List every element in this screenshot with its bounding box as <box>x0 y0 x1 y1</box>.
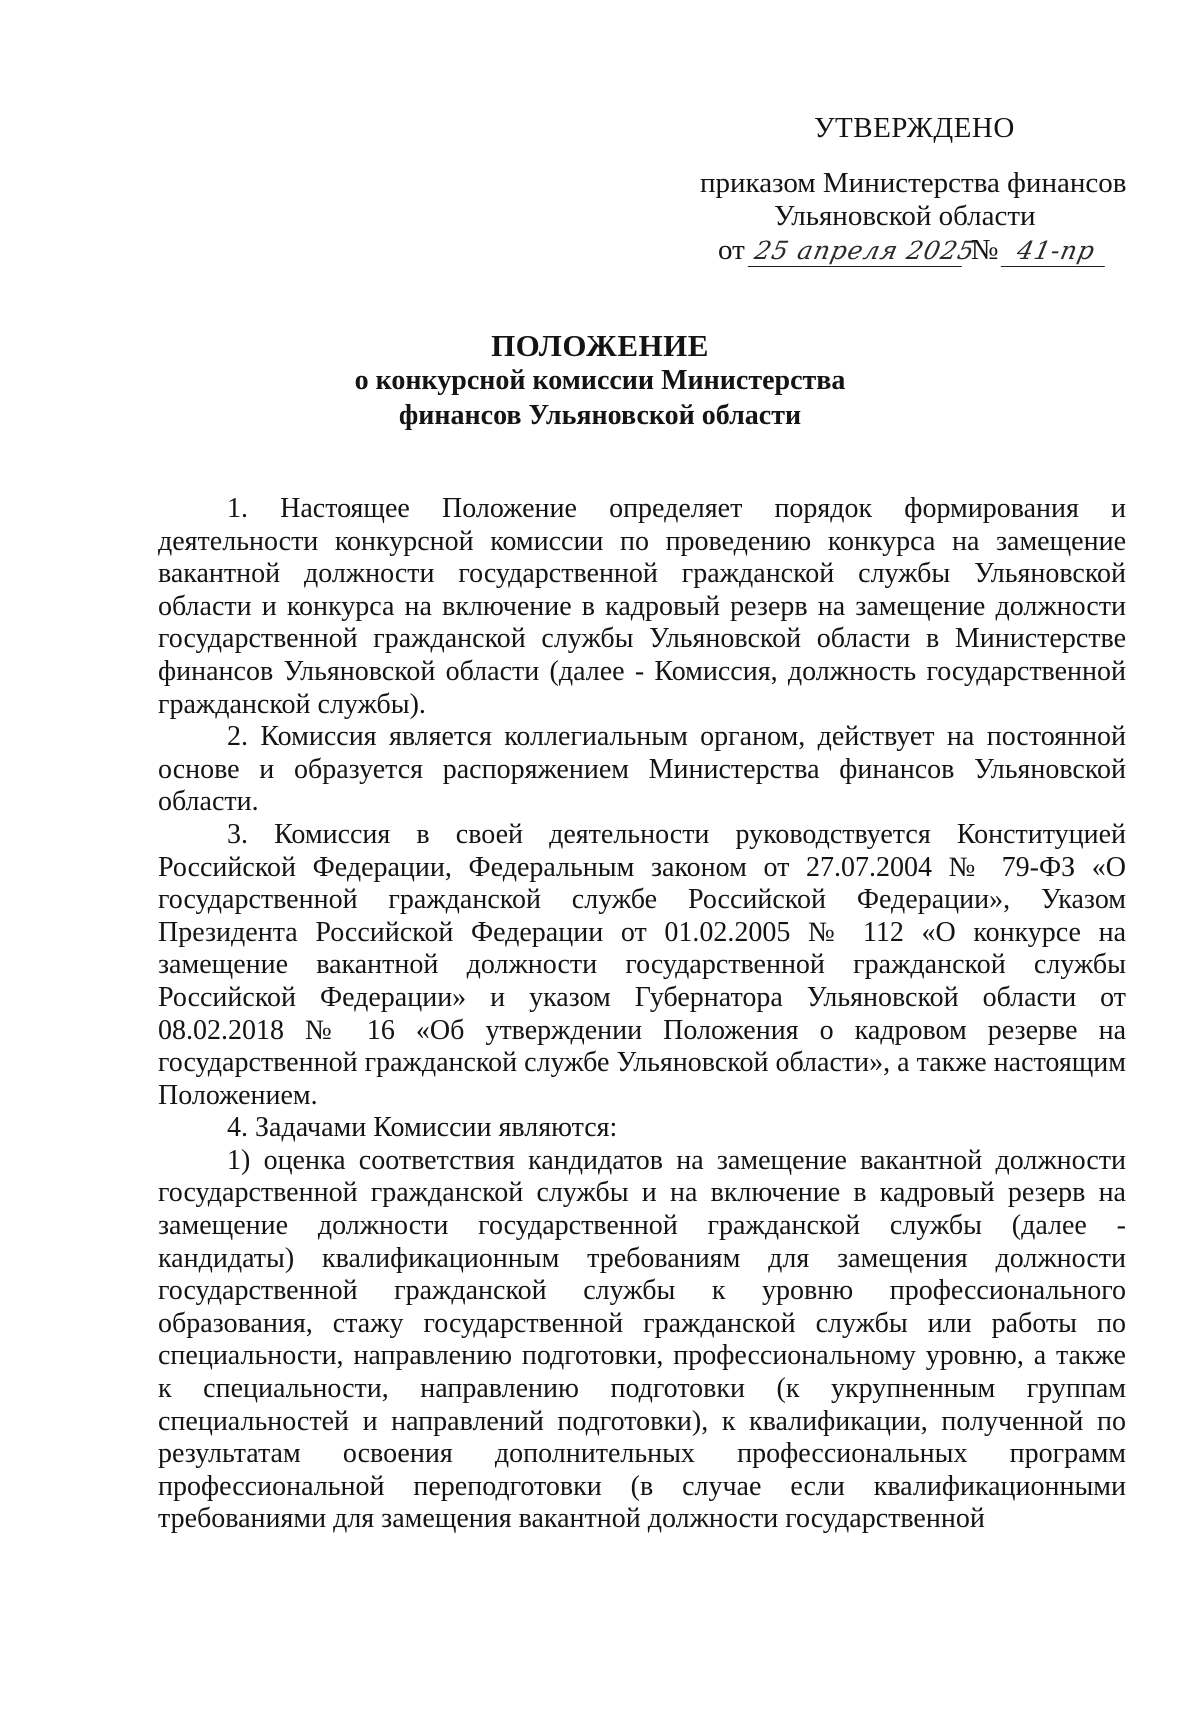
approval-date-row <box>712 234 1108 267</box>
paragraph-4: 4. Задачами Комиссии являются: <box>227 1112 618 1144</box>
approved-title: УТВЕРЖДЕНО <box>814 112 1015 144</box>
document-subtitle-line-1: о конкурсной комиссии Министерства <box>354 365 846 396</box>
document-title: ПОЛОЖЕНИЕ <box>491 328 709 363</box>
approval-order-line-2: Ульяновской области <box>774 200 1036 232</box>
paragraph-2: 2. Комиссия является коллегиальным органом, действует на постоянной основе и образуется распоряжением Министерства финансов Ульяновской области. <box>158 721 1126 818</box>
paragraph-5: 1) оценка соответствия кандидатов на замещение вакантной должности государственной гражданской службы и на включение в кадровый резерв на замещение должности государственной гражданской службы (далее - кандидаты) квалификационным требованиям для замещения должности государственной гражданской службы к уровню профессионального образования, стажу государственной гражданской службы или работы по специальности, направлению подготовки, профессиональному уровню, а также к специальности, направлению подготовки (к укрупненным группам специальностей и направлений подготовки), к квалификации, полученной по результатам освоения дополнительных профессиональных программ профессиональной переподготовки (в случае если квалификационными требованиями для замещения вакантной должности государственной <box>158 1144 1126 1535</box>
paragraph-1: 1. Настоящее Положение определяет порядок формирования и деятельности конкурсной комиссии по проведению конкурса на замещение вакантной должности государственной гражданской службы Ульяновской области и конкурса на включение в кадровый резерв на замещение должности государственной гражданской службы Ульяновской области в Министерстве финансов Ульяновской области (далее - Комиссия, должность государственной гражданской службы). <box>158 493 1126 720</box>
document-subtitle-line-2: финансов Ульяновской области <box>398 400 802 431</box>
number-label: № <box>970 234 999 266</box>
document-body <box>158 493 1126 1536</box>
date-prefix: от <box>718 234 745 266</box>
handwritten-number: 41-пр <box>1001 236 1112 267</box>
approval-order-line-1: приказом Министерства финансов <box>700 167 1127 199</box>
handwritten-date: 25 апреля 2025 <box>748 236 969 267</box>
paragraph-3: 3. Комиссия в своей деятельности руководствуется Конституцией Российской Федерации, Федеральным законом от 27.07.2004 № 79-ФЗ «О государственной гражданской службе Российской Федерации», Указом Президента Российской Федерации от 01.02.2005 № 112 «О конкурсе на замещение вакантной должности государственной гражданской службы Российской Федерации» и указом Губернатора Ульяновской области от 08.02.2018 № 16 «Об утверждении Положения о кадровом резерве на государственной гражданской службе Ульяновской области», а также настоящим Положением. <box>158 818 1126 1111</box>
